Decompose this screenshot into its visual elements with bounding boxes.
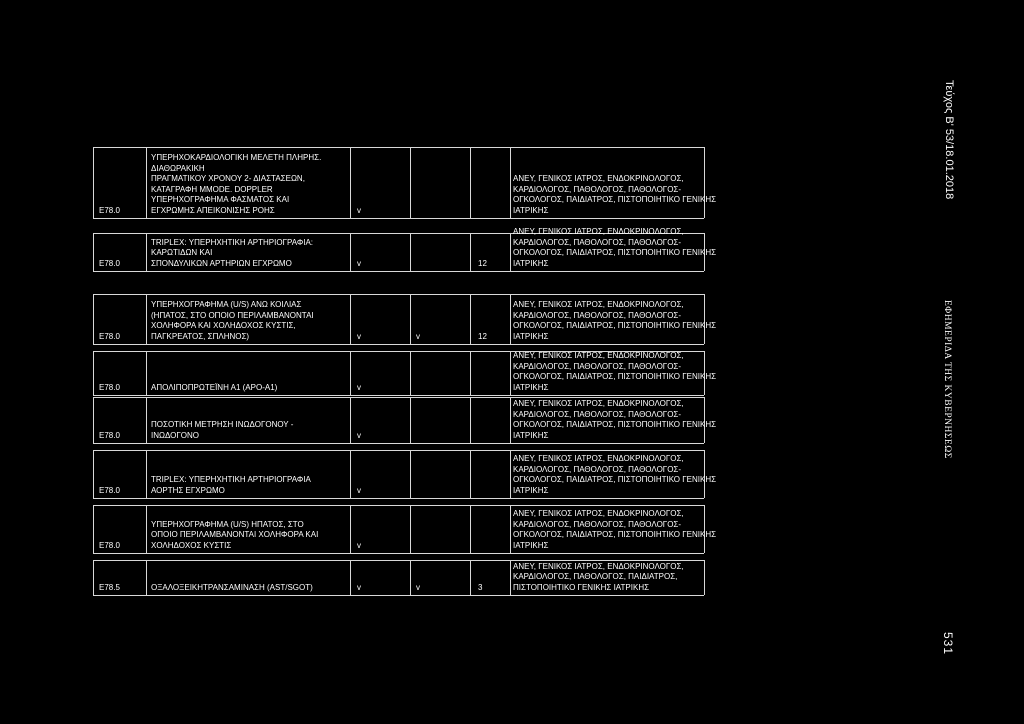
exam-description-line: ΧΟΛΗΔΟΧΟΣ ΚΥΣΤΙΣ: [151, 540, 232, 550]
exam-description-line: ΠΡΑΓΜΑΤΙΚΟΥ ΧΡΟΝΟΥ 2- ΔΙΑΣΤΑΣΕΩΝ,: [151, 174, 305, 183]
exam-description-line: ΟΞΑΛΟΞΕΙΚΗΤΡΑΝΣΑΜΙΝΑΣΗ (AST/SGOT): [151, 582, 313, 592]
flag-cell: v: [357, 540, 361, 550]
column-rule: [470, 351, 471, 395]
specialty-line: ΟΓΚΟΛΟΓΟΣ, ΠΑΙΔΙΑΤΡΟΣ, ΠΙΣΤΟΠΟΙΗΤΙΚΟ ΓΕΝΙΚΗΣ: [513, 248, 717, 257]
specialty-line: ΚΑΡΔΙΟΛΟΓΟΣ, ΠΑΘΟΛΟΓΟΣ, ΠΑΘΟΛΟΓΟΣ-: [513, 519, 682, 529]
column-rule: [93, 233, 94, 271]
row-bottom-rule: [93, 498, 704, 499]
specialty-line: ΙΑΤΡΙΚΗΣ: [513, 540, 549, 550]
exam-description-line: ΠΟΣΟΤΙΚΗ ΜΕΤΡΗΣΗ ΙΝΩΔΟΓΟΝΟΥ -: [151, 420, 294, 429]
specialty-line: ΟΓΚΟΛΟΓΟΣ, ΠΑΙΔΙΑΤΡΟΣ, ΠΙΣΤΟΠΟΙΗΤΙΚΟ ΓΕΝΙΚΗΣ: [513, 321, 717, 330]
specialty-line: ΑΝΕΥ, ΓΕΝΙΚΟΣ ΙΑΤΡΟΣ, ΕΝΔΟΚΡΙΝΟΛΟΓΟΣ,: [513, 454, 684, 463]
row-top-rule: [93, 294, 704, 295]
row-bottom-rule: [93, 395, 704, 396]
row-bottom-rule: [93, 271, 704, 272]
specialty-line: ΑΝΕΥ, ΓΕΝΙΚΟΣ ΙΑΤΡΟΣ, ΕΝΔΟΚΡΙΝΟΛΟΓΟΣ,: [513, 227, 684, 236]
column-rule: [93, 294, 94, 344]
column-rule: [510, 560, 511, 595]
column-rule: [470, 397, 471, 443]
icd-code: E78.0: [99, 485, 120, 495]
column-rule: [704, 450, 705, 498]
column-rule: [350, 351, 351, 395]
specialty-line: ΑΝΕΥ, ΓΕΝΙΚΟΣ ΙΑΤΡΟΣ, ΕΝΔΟΚΡΙΝΟΛΟΓΟΣ,: [513, 300, 684, 309]
exam-description-line: ΙΝΩΔΟΓΟΝΟ: [151, 430, 200, 440]
exam-description-line: (ΗΠΑΤΟΣ, ΣΤΟ ΟΠΟΙΟ ΠΕΡΙΛΑΜΒΑΝΟΝΤΑΙ: [151, 310, 314, 320]
column-rule: [146, 505, 147, 553]
row-bottom-rule: [93, 443, 704, 444]
column-rule: [410, 560, 411, 595]
specialty-line: ΙΑΤΡΙΚΗΣ: [513, 382, 549, 392]
flag-cell: v: [357, 331, 361, 341]
column-rule: [410, 450, 411, 498]
column-rule: [470, 450, 471, 498]
exam-description-line: TRIPLEX: ΥΠΕΡΗΧΗΤΙΚΗ ΑΡΤΗΡΙΟΓΡΑΦΙΑ:: [151, 237, 314, 247]
column-rule: [704, 560, 705, 595]
column-rule: [410, 505, 411, 553]
column-rule: [350, 397, 351, 443]
column-rule: [350, 147, 351, 218]
gazette-title: ΕΦΗΜΕΡΙΔΑ ΤΗΣ ΚΥΒΕΡΝΗΣΕΩΣ: [942, 300, 952, 459]
exam-description-line: ΥΠΕΡΗΧΟΓΡΑΦΗΜΑ (U/S) ΗΠΑΤΟΣ, ΣΤΟ: [151, 519, 304, 529]
column-rule: [704, 505, 705, 553]
flag-cell: v: [357, 205, 361, 215]
icd-code: E78.0: [99, 205, 120, 215]
column-rule: [410, 397, 411, 443]
exam-description-line: ΠΑΓΚΡΕΑΤΟΣ, ΣΠΛΗΝΟΣ): [151, 331, 250, 341]
row-bottom-rule: [93, 218, 704, 219]
specialty-line: ΚΑΡΔΙΟΛΟΓΟΣ, ΠΑΘΟΛΟΓΟΣ, ΠΑΘΟΛΟΓΟΣ-: [513, 184, 682, 194]
column-rule: [410, 233, 411, 271]
column-rule: [146, 397, 147, 443]
column-rule: [350, 505, 351, 553]
flag-cell: v: [357, 430, 361, 440]
column-rule: [470, 505, 471, 553]
exam-description-line: ΥΠΕΡΗΧΟΓΡΑΦΗΜΑ ΦΑΣΜΑΤΟΣ ΚΑΙ: [151, 195, 290, 204]
row-bottom-rule: [93, 344, 704, 345]
issue-label: Τεύχος Β' 53/18.01.2018: [943, 80, 955, 200]
flag-cell: v: [357, 258, 361, 268]
column-rule: [510, 233, 511, 271]
column-rule: [470, 560, 471, 595]
exam-description-line: TRIPLEX: ΥΠΕΡΗΧΗΤΙΚΗ ΑΡΤΗΡΙΟΓΡΑΦΙΑ: [151, 475, 311, 484]
column-rule: [350, 450, 351, 498]
column-rule: [146, 351, 147, 395]
icd-code: E78.0: [99, 331, 120, 341]
column-rule: [510, 147, 511, 218]
icd-code: E78.0: [99, 382, 120, 392]
column-rule: [510, 351, 511, 395]
exam-description-line: ΥΠΕΡΗΧΟΚΑΡΔΙΟΛΟΓΙΚΗ ΜΕΛΕΤΗ ΠΛΗΡΗΣ.: [151, 153, 322, 162]
flag-cell: v: [357, 382, 361, 392]
row-top-rule: [93, 147, 704, 148]
exam-description-line: ΚΑΡΩΤΙΔΩΝ ΚΑΙ: [151, 248, 213, 257]
frequency-cell: 12: [478, 331, 487, 341]
icd-code: E78.0: [99, 430, 120, 440]
column-rule: [704, 147, 705, 218]
column-rule: [93, 560, 94, 595]
column-rule: [146, 450, 147, 498]
row-top-rule: [93, 505, 704, 506]
specialty-line: ΙΑΤΡΙΚΗΣ: [513, 258, 549, 268]
exam-description-line: ΑΠΟΛΙΠΟΠΡΩΤΕΪΝΗ Α1 (APO-A1): [151, 382, 278, 392]
specialty-line: ΚΑΡΔΙΟΛΟΓΟΣ, ΠΑΘΟΛΟΓΟΣ, ΠΑΘΟΛΟΓΟΣ-: [513, 237, 682, 247]
exam-description-line: ΚΑΤΑΓΡΑΦΗ MMODE. DOPPLER: [151, 184, 273, 194]
specialty-line: ΑΝΕΥ, ΓΕΝΙΚΟΣ ΙΑΤΡΟΣ, ΕΝΔΟΚΡΙΝΟΛΟΓΟΣ,: [513, 399, 684, 408]
flag-cell: v: [416, 582, 420, 592]
specialty-line: ΚΑΡΔΙΟΛΟΓΟΣ, ΠΑΘΟΛΟΓΟΣ, ΠΑΘΟΛΟΓΟΣ-: [513, 409, 682, 419]
specialty-line: ΙΑΤΡΙΚΗΣ: [513, 430, 549, 440]
column-rule: [704, 294, 705, 344]
specialty-line: ΑΝΕΥ, ΓΕΝΙΚΟΣ ΙΑΤΡΟΣ, ΕΝΔΟΚΡΙΝΟΛΟΓΟΣ,: [513, 351, 684, 360]
specialty-line: ΚΑΡΔΙΟΛΟΓΟΣ, ΠΑΘΟΛΟΓΟΣ, ΠΑΙΔΙΑΤΡΟΣ,: [513, 572, 678, 581]
column-rule: [146, 294, 147, 344]
column-rule: [470, 233, 471, 271]
row-bottom-rule: [93, 553, 704, 554]
column-rule: [350, 560, 351, 595]
exam-description-line: ΕΓΧΡΩΜΗΣ ΑΠΕΙΚΟΝΙΣΗΣ ΡΟΗΣ: [151, 205, 275, 215]
column-rule: [510, 294, 511, 344]
specialty-line: ΟΓΚΟΛΟΓΟΣ, ΠΑΙΔΙΑΤΡΟΣ, ΠΙΣΤΟΠΟΙΗΤΙΚΟ ΓΕΝΙΚΗΣ: [513, 420, 717, 429]
exam-description-line: ΟΠΟΙΟ ΠΕΡΙΛΑΜΒΑΝΟΝΤΑΙ ΧΟΛΗΦΟΡΑ ΚΑΙ: [151, 530, 319, 539]
column-rule: [510, 397, 511, 443]
flag-cell: v: [357, 582, 361, 592]
column-rule: [93, 450, 94, 498]
flag-cell: v: [416, 331, 420, 341]
exam-description-line: ΔΙΑΘΩΡΑΚΙΚΗ: [151, 163, 205, 173]
column-rule: [410, 351, 411, 395]
specialty-line: ΑΝΕΥ, ΓΕΝΙΚΟΣ ΙΑΤΡΟΣ, ΕΝΔΟΚΡΙΝΟΛΟΓΟΣ,: [513, 174, 684, 183]
exam-description-line: ΥΠΕΡΗΧΟΓΡΑΦΗΜΑ (U/S) ΑΝΩ ΚΟΙΛΙΑΣ: [151, 300, 302, 309]
row-top-rule: [93, 397, 704, 398]
column-rule: [410, 294, 411, 344]
frequency-cell: 3: [478, 582, 483, 592]
page-number: 531: [941, 632, 955, 656]
column-rule: [350, 233, 351, 271]
column-rule: [146, 233, 147, 271]
icd-code: E78.5: [99, 582, 120, 592]
icd-code: E78.0: [99, 540, 120, 550]
specialty-line: ΚΑΡΔΙΟΛΟΓΟΣ, ΠΑΘΟΛΟΓΟΣ, ΠΑΘΟΛΟΓΟΣ-: [513, 464, 682, 474]
column-rule: [470, 147, 471, 218]
specialty-line: ΚΑΡΔΙΟΛΟΓΟΣ, ΠΑΘΟΛΟΓΟΣ, ΠΑΘΟΛΟΓΟΣ-: [513, 361, 682, 371]
row-bottom-rule: [93, 595, 704, 596]
column-rule: [470, 294, 471, 344]
specialty-line: ΑΝΕΥ, ΓΕΝΙΚΟΣ ΙΑΤΡΟΣ, ΕΝΔΟΚΡΙΝΟΛΟΓΟΣ,: [513, 509, 684, 518]
column-rule: [93, 505, 94, 553]
row-top-rule: [93, 450, 704, 451]
frequency-cell: 12: [478, 258, 487, 268]
specialty-line: ΙΑΤΡΙΚΗΣ: [513, 205, 549, 215]
exam-description-line: ΣΠΟΝΔΥΛΙΚΩΝ ΑΡΤΗΡΙΩΝ ΕΓΧΡΩΜΟ: [151, 258, 292, 268]
column-rule: [93, 147, 94, 218]
specialty-line: ΙΑΤΡΙΚΗΣ: [513, 331, 549, 341]
specialty-line: ΙΑΤΡΙΚΗΣ: [513, 485, 549, 495]
exam-description-line: ΧΟΛΗΦΟΡΑ ΚΑΙ ΧΟΛΗΔΟΧΟΣ ΚΥΣΤΙΣ,: [151, 321, 296, 330]
specialty-line: ΠΙΣΤΟΠΟΙΗΤΙΚΟ ΓΕΝΙΚΗΣ ΙΑΤΡΙΚΗΣ: [513, 582, 650, 592]
column-rule: [510, 450, 511, 498]
column-rule: [93, 397, 94, 443]
specialty-line: ΟΓΚΟΛΟΓΟΣ, ΠΑΙΔΙΑΤΡΟΣ, ΠΙΣΤΟΠΟΙΗΤΙΚΟ ΓΕΝΙΚΗΣ: [513, 195, 717, 204]
specialty-line: ΟΓΚΟΛΟΓΟΣ, ΠΑΙΔΙΑΤΡΟΣ, ΠΙΣΤΟΠΟΙΗΤΙΚΟ ΓΕΝΙΚΗΣ: [513, 530, 717, 539]
specialty-line: ΟΓΚΟΛΟΓΟΣ, ΠΑΙΔΙΑΤΡΟΣ, ΠΙΣΤΟΠΟΙΗΤΙΚΟ ΓΕΝΙΚΗΣ: [513, 372, 717, 381]
column-rule: [146, 560, 147, 595]
column-rule: [510, 505, 511, 553]
exam-description-line: ΑΟΡΤΗΣ ΕΓΧΡΩΜΟ: [151, 485, 225, 495]
column-rule: [350, 294, 351, 344]
column-rule: [146, 147, 147, 218]
flag-cell: v: [357, 485, 361, 495]
icd-code: E78.0: [99, 258, 120, 268]
specialty-line: ΑΝΕΥ, ΓΕΝΙΚΟΣ ΙΑΤΡΟΣ, ΕΝΔΟΚΡΙΝΟΛΟΓΟΣ,: [513, 561, 684, 571]
specialty-line: ΚΑΡΔΙΟΛΟΓΟΣ, ΠΑΘΟΛΟΓΟΣ, ΠΑΘΟΛΟΓΟΣ-: [513, 310, 682, 320]
column-rule: [410, 147, 411, 218]
column-rule: [93, 351, 94, 395]
specialty-line: ΟΓΚΟΛΟΓΟΣ, ΠΑΙΔΙΑΤΡΟΣ, ΠΙΣΤΟΠΟΙΗΤΙΚΟ ΓΕΝΙΚΗΣ: [513, 475, 717, 484]
